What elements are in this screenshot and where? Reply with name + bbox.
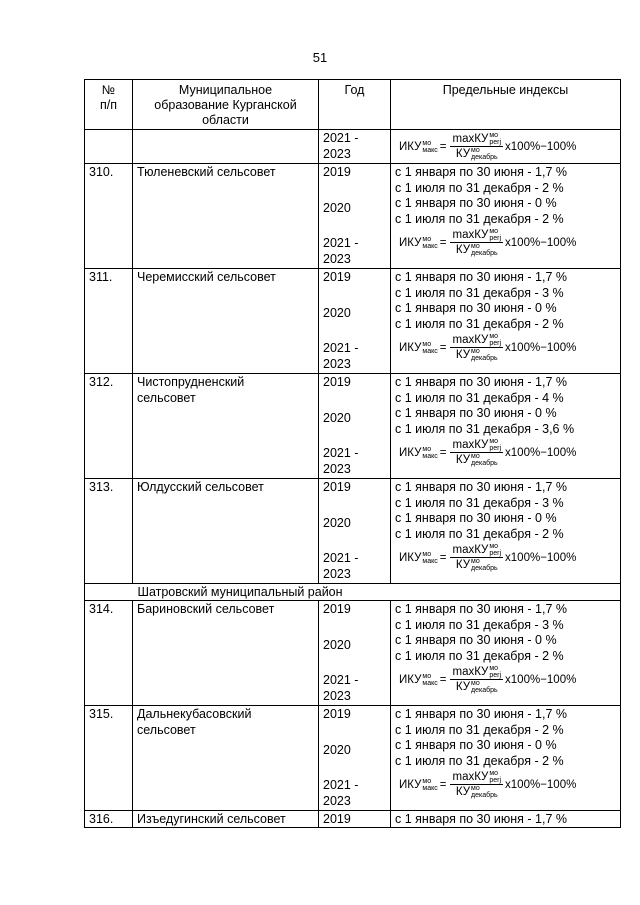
table-row: 316. Изъедугинский сельсовет 2019 с 1 января по 30 июня - 1,7 % — [85, 811, 621, 828]
table-row — [85, 374, 621, 479]
formula-fraction: maxКУ мо perj КУ мо декабрь — [452, 665, 502, 694]
indices-cell: с 1 января по 30 июня - 1,7 % с 1 июля по 31 декабря - 3 % с 1 января по 30 июня - 0 % с 1 июля по 31 декабря - 2 % ИКУ мо макс = maxКУ мо perj КУ мо декабрь x100%−100% — [391, 601, 621, 706]
formula-fraction: maxКУ мо perj КУ мо декабрь — [452, 333, 502, 362]
table-row — [85, 706, 621, 811]
formula-fraction: maxКУ мо perj КУ мо декабрь — [452, 228, 502, 257]
row-number: 314. — [85, 601, 133, 706]
table-row — [85, 479, 621, 584]
indices-table — [84, 79, 621, 828]
formula-fraction: maxКУ мо perj КУ мо декабрь — [452, 132, 502, 161]
year-cell: 2019 2020 2021 - 2023 — [319, 706, 391, 811]
formula: ИКУ мо макс = maxКУ мо perj КУ мо декабрь x100%−100% — [399, 438, 577, 467]
district-name: Шатровский муниципальный район — [133, 584, 621, 601]
year-cell: 2019 2020 2021 - 2023 — [319, 479, 391, 584]
formula: ИКУ мо макс = maxКУ мо perj КУ мо декабрь x100%−100% — [399, 333, 577, 362]
formula-cell — [391, 130, 621, 164]
formula: ИКУ мо макс = maxКУ мо perj КУ мо декабрь x100%−100% — [399, 770, 577, 799]
formula: ИКУ мо макс = maxКУ мо perj КУ мо декабрь x100%−100% — [399, 665, 577, 694]
municipality-name: Бариновский сельсовет — [133, 601, 319, 706]
municipality-name: Черемисский сельсовет — [133, 269, 319, 374]
row-number: 311. — [85, 269, 133, 374]
header-number: № п/п — [85, 80, 133, 130]
municipality-name: Тюленевский сельсовет — [133, 164, 319, 269]
year-cell: 2019 2020 2021 - 2023 — [319, 601, 391, 706]
year-cell: 2019 2020 2021 - 2023 — [319, 374, 391, 479]
page-number: 51 — [312, 50, 328, 65]
indices-cell: с 1 января по 30 июня - 1,7 % с 1 июля по 31 декабря - 3 % с 1 января по 30 июня - 0 % с 1 июля по 31 декабря - 2 % ИКУ мо макс = maxКУ мо perj КУ мо декабрь x100%−100% — [391, 269, 621, 374]
formula: ИКУ мо макс = maxКУ мо perj КУ мо декабрь x100%−100% — [399, 543, 577, 572]
formula: ИКУ мо макс = maxКУ мо perj КУ мо декабрь x100%−100% — [399, 228, 577, 257]
header-municipality: Муниципальное образование Курганской области — [133, 80, 319, 130]
table-row — [85, 164, 621, 269]
district-row — [85, 584, 621, 601]
indices-cell: с 1 января по 30 июня - 1,7 % с 1 июля по 31 декабря - 4 % с 1 января по 30 июня - 0 % с 1 июля по 31 декабря - 3,6 % ИКУ мо макс = maxКУ мо perj КУ мо декабрь x100%−100% — [391, 374, 621, 479]
row-number: 315. — [85, 706, 133, 811]
table-header-row — [85, 80, 621, 130]
table-row — [85, 601, 621, 706]
table-row-continuation: 2021 - 2023 ИКУ мо макс = maxКУ мо perj КУ мо декабрь x100%−100% — [85, 130, 621, 164]
header-year: Год — [319, 80, 391, 130]
year-cell: 2019 2020 2021 - 2023 — [319, 164, 391, 269]
row-number: 313. — [85, 479, 133, 584]
indices-cell: с 1 января по 30 июня - 1,7 % с 1 июля по 31 декабря - 2 % с 1 января по 30 июня - 0 % с 1 июля по 31 декабря - 2 % ИКУ мо макс = maxКУ мо perj КУ мо декабрь x100%−100% — [391, 706, 621, 811]
formula-fraction: maxКУ мо perj КУ мо декабрь — [452, 543, 502, 572]
indices-cell: с 1 января по 30 июня - 1,7 % с 1 июля по 31 декабря - 2 % с 1 января по 30 июня - 0 % с 1 июля по 31 декабря - 2 % ИКУ мо макс = maxКУ мо perj КУ мо декабрь x100%−100% — [391, 164, 621, 269]
municipality-name: Дальнекубасовский сельсовет — [133, 706, 319, 811]
table-row — [85, 269, 621, 374]
row-number: 310. — [85, 164, 133, 269]
formula-fraction: maxКУ мо perj КУ мо декабрь — [452, 438, 502, 467]
formula-fraction: maxКУ мо perj КУ мо декабрь — [452, 770, 502, 799]
municipality-name: Юлдусский сельсовет — [133, 479, 319, 584]
header-indices: Предельные индексы — [391, 80, 621, 130]
municipality-name: Чистопрудненский сельсовет — [133, 374, 319, 479]
row-number: 312. — [85, 374, 133, 479]
formula: ИКУ мо макс = maxКУ мо perj КУ мо декабрь x100%−100% — [399, 132, 577, 161]
indices-cell: с 1 января по 30 июня - 1,7 % с 1 июля по 31 декабря - 3 % с 1 января по 30 июня - 0 % с 1 июля по 31 декабря - 2 % ИКУ мо макс = maxКУ мо perj КУ мо декабрь x100%−100% — [391, 479, 621, 584]
year-cell: 2019 2020 2021 - 2023 — [319, 269, 391, 374]
